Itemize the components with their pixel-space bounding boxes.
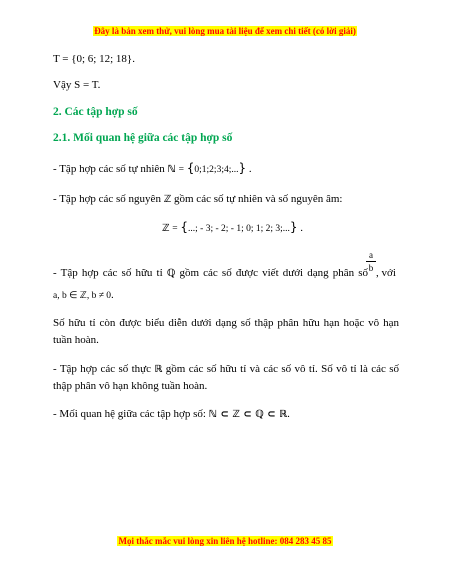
real-line-2: thập phân vô hạn không tuần hoàn. xyxy=(53,380,208,392)
subsection-title: 2.1. Mối quan hệ giữa các tập hợp số xyxy=(53,132,233,144)
natural-period: . xyxy=(248,163,252,175)
relation-period: . xyxy=(287,408,290,420)
rational-text-b: gồm các số được viết dưới dạng phân số xyxy=(179,267,369,279)
natural-numbers-line: - Tập hợp các số tự nhiên ℕ = {0;1;2;3;4;...} . xyxy=(53,161,252,175)
fraction-numerator: a xyxy=(369,250,373,260)
relation-formula: ℕ ⊂ ℤ ⊂ ℚ ⊂ ℝ xyxy=(208,409,288,420)
hotline-text: Mọi thắc mắc vui lòng xin liên hệ hotline: 084 283 45 85 xyxy=(118,536,332,546)
real-text-a: - Tập hợp các số thực xyxy=(53,363,152,375)
t-set-line: T = {0; 6; 12; 18}. xyxy=(53,53,135,65)
natural-symbol: ℕ xyxy=(167,164,176,175)
integer-symbol-2: ℤ xyxy=(162,223,170,234)
natural-eq: = xyxy=(178,165,185,175)
real-symbol: ℝ xyxy=(154,364,163,375)
integer-intro-line xyxy=(53,192,399,207)
condition-period: . xyxy=(111,289,114,301)
integer-eq: = xyxy=(172,224,178,234)
integer-symbol: ℤ xyxy=(163,194,172,205)
integer-text: - Tập hợp các số nguyên xyxy=(53,193,161,205)
integer-values: ...; - 3; - 2; - 1; 0; 1; 2; 3;... xyxy=(188,224,290,234)
integer-set-line: ℤ = {...; - 3; - 2; - 1; 0; 1; 2; 3;...} . xyxy=(162,220,304,234)
relation-text: - Mối quan hệ giữa các tập hợp số: xyxy=(53,408,206,420)
decimal-line-2: tuần hoàn. xyxy=(53,334,99,346)
real-text-b: gồm các số hữu tỉ và các số vô tỉ. Số vô tỉ là các số xyxy=(165,363,400,375)
integer-period: . xyxy=(300,222,304,234)
rational-condition-line xyxy=(53,288,399,304)
real-line-1 xyxy=(53,362,399,377)
integer-desc: gồm các số tự nhiên và số nguyên âm: xyxy=(174,193,343,205)
relation-line xyxy=(53,407,399,422)
natural-text: - Tập hợp các số tự nhiên xyxy=(53,163,165,175)
preview-banner xyxy=(0,26,450,36)
rational-text-a: - Tập hợp các số hữu tỉ xyxy=(53,267,163,279)
section-title: 2. Các tập hợp số xyxy=(53,106,138,118)
rational-symbol: ℚ xyxy=(166,268,176,279)
conclusion-line: Vậy S = T. xyxy=(53,79,101,91)
decimal-line-1: Số hữu tỉ còn được biểu diễn dưới dạng số thập phân hữu hạn hoặc vô hạn xyxy=(53,317,399,329)
rational-condition: a, b ∈ ℤ, b ≠ 0 xyxy=(53,291,112,301)
fraction-denominator: b xyxy=(368,263,374,273)
natural-values: 0;1;2;3;4;... xyxy=(194,165,239,175)
preview-banner-text: Đây là bản xem thử, vui lòng mua tài liệu để xem chi tiết (có lời giải) xyxy=(94,26,356,36)
hotline-footer xyxy=(0,536,450,546)
rational-line xyxy=(53,266,368,281)
rational-with: , với xyxy=(376,267,396,279)
